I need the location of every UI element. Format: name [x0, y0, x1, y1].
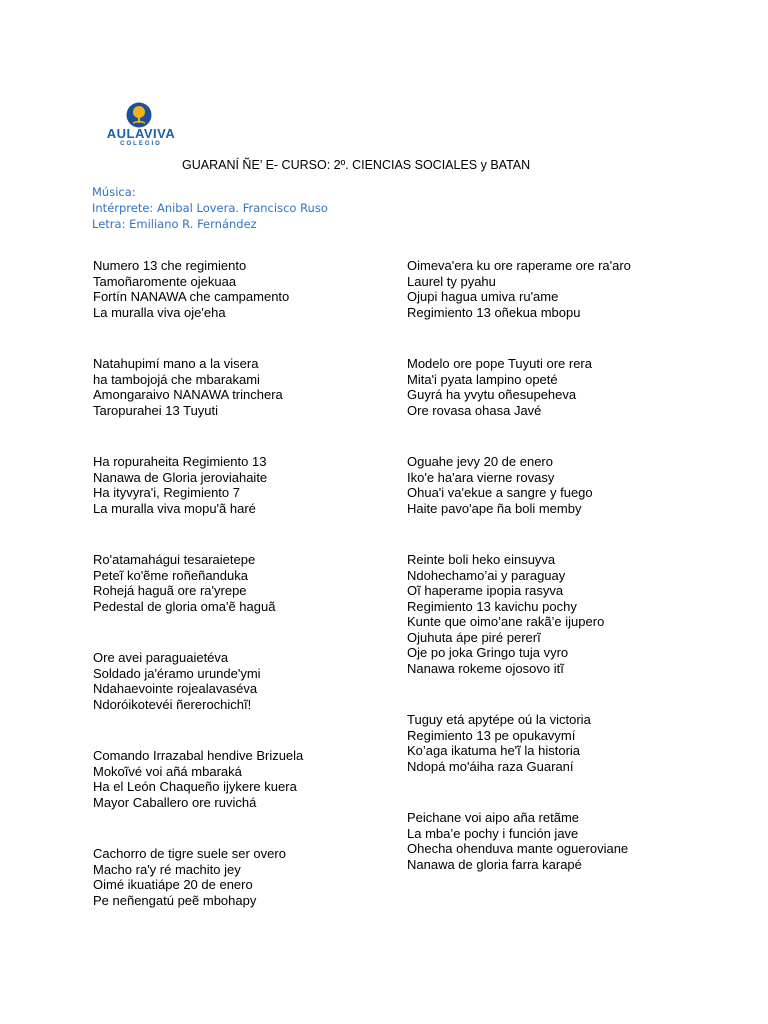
lyric-line: Mita'i pyata lampino opeté	[407, 371, 558, 387]
left-stanza-6	[93, 748, 303, 810]
lyric-line: Amongaraivo NANAWA trinchera	[93, 387, 283, 402]
lyric-line: Nanawa rokeme ojosovo itĩ	[407, 660, 564, 676]
left-stanza-5	[93, 650, 261, 712]
lyric-line: Haite pavo'ape ña boli memby	[407, 500, 582, 516]
lyric-line: Mokoĩvé voi añá mbaraká	[93, 763, 242, 779]
lyric-line: Peichane voi aipo aña retãme	[407, 810, 580, 825]
lyric-line: Ro'atamahágui tesaraietepe	[93, 552, 256, 567]
lyric-line: Tuguy etá apytépe oú la victoria	[407, 712, 591, 727]
lyric-line: Macho ra'y ré machito jey	[93, 861, 241, 877]
lyric-line: La muralla viva mopu'ã haré	[93, 500, 256, 516]
lyric-line: Fortín NANAWA che campamento	[93, 289, 290, 304]
lyric-line: La mba’e pochy i función jave	[407, 825, 579, 841]
lyric-line: Regimiento 13 kavichu pochy	[407, 598, 577, 614]
lyric-line: Regimiento 13 pe opukavymí	[407, 727, 576, 743]
lyric-line: Ore rovasa ohasa Javé	[407, 402, 542, 418]
credit-music: Música:	[92, 185, 136, 199]
lyric-line: Oje po joka Gringo tuja vyro	[407, 645, 569, 660]
lyric-line: Nanawa de gloria farra karapé	[407, 856, 582, 872]
lyric-line: Oĩ haperame ipopia rasyva	[407, 583, 564, 598]
lyric-line: Ndopá mo'áiha raza Guaraní	[407, 758, 574, 774]
lyric-line: Ndahaevointe rojealavaséva	[93, 681, 258, 696]
song-credits	[92, 184, 328, 232]
left-stanza-2	[93, 356, 283, 418]
lyric-line: Ojuhuta ápe piré pererĩ	[407, 629, 541, 645]
left-stanza-3	[93, 454, 267, 516]
page-heading: GUARANÍ ÑE’ E- CURSO: 2º. CIENCIAS SOCIALES y BATAN	[182, 158, 531, 172]
left-stanza-7	[93, 846, 286, 908]
lyric-line: Reinte boli heko einsuyva	[407, 552, 556, 567]
lyric-line: Oimé ikuatiápe 20 de enero	[93, 877, 253, 892]
lyric-line: Ojupi hagua umiva ru'ame	[407, 289, 559, 304]
lyric-line: Taropurahei 13 Tuyuti	[93, 402, 219, 418]
lyric-line: Ha el León Chaqueño ijykere kuera	[93, 779, 297, 794]
school-logo	[96, 100, 186, 152]
lyric-line: Nanawa de Gloria jeroviahaite	[93, 469, 268, 485]
lyric-line: Laurel ty pyahu	[407, 273, 496, 289]
lyric-line: Ndohechamo’ai y paraguay	[407, 567, 566, 583]
lyric-line: Ohua'i va'ekue a sangre y fuego	[407, 485, 593, 500]
lyric-line: Kunte que oimo’ane rakã’e ijupero	[407, 614, 605, 629]
right-stanza-6	[407, 810, 641, 872]
lyric-line: Peteĩ ko'ẽme roñeñanduka	[93, 567, 248, 583]
lyric-line: Ohecha ohenduva mante oguerovianeᅠ	[407, 841, 641, 856]
lyric-line: Cachorro de tigre suele ser overo	[93, 846, 286, 861]
right-stanza-4	[407, 552, 604, 676]
right-stanza-2	[407, 356, 592, 418]
lyric-line: La muralla viva oje'eha	[93, 304, 226, 320]
logo-brand-text: AULAVIVA	[106, 126, 176, 141]
lyric-line: Soldado ja'éramo urunde'ymi	[93, 665, 261, 681]
lyric-line: Numero 13 che regimiento	[93, 258, 247, 273]
lyric-line: Tamoñaromente ojekuaa	[93, 273, 237, 289]
logo-sub-text: COLEGIO	[120, 141, 162, 147]
lyric-line: Ndoróikotevéi ñererochichĩ!	[93, 696, 252, 712]
lyric-line: Oguahe jevy 20 de enero	[407, 454, 553, 469]
lyric-line: Mayor Caballero ore ruvichá	[93, 794, 257, 810]
credit-performer: Intérprete: Anibal Lovera. Francisco Ruso	[92, 201, 328, 215]
left-stanza-1	[93, 258, 289, 320]
tree-emblem-icon	[126, 102, 152, 128]
lyric-line: Guyrá ha yvytu oñesupeheva	[407, 387, 577, 402]
lyric-line: Oimeva'era ku ore raperame ore ra'aro	[407, 258, 631, 273]
lyric-line: Modelo ore pope Tuyuti ore rera	[407, 356, 592, 371]
lyric-line: Pedestal de gloria oma'ẽ haguã	[93, 598, 276, 614]
lyric-line: Ko’aga ikatuma he'ĩ la historia	[407, 743, 581, 758]
lyric-line: Pe neñengatú peẽ mbohapy	[93, 892, 257, 908]
right-stanza-5	[407, 712, 591, 774]
right-stanza-1	[407, 258, 631, 320]
lyric-line: Ore avei paraguaietéva	[93, 650, 229, 665]
lyric-line: Rohejá haguã ore ra'yrepe	[93, 583, 247, 598]
lyric-line: Regimiento 13 oñekua mbopu	[407, 304, 581, 320]
lyric-line: Natahupimí mano a la visera	[93, 356, 259, 371]
lyric-line: Ha ityvyra'i, Regimiento 7	[93, 485, 240, 500]
lyric-line: ha tambojojá che mbarakami	[93, 371, 260, 387]
lyric-line: Ha ropuraheita Regimiento 13	[93, 454, 267, 469]
left-stanza-4	[93, 552, 275, 614]
lyric-line: Comando Irrazabal hendive Brizuela	[93, 748, 304, 763]
credit-lyrics: Letra: Emiliano R. Fernández	[92, 217, 257, 231]
right-stanza-3	[407, 454, 593, 516]
lyric-line: Iko'e ha'ara vierne rovasy	[407, 469, 555, 485]
